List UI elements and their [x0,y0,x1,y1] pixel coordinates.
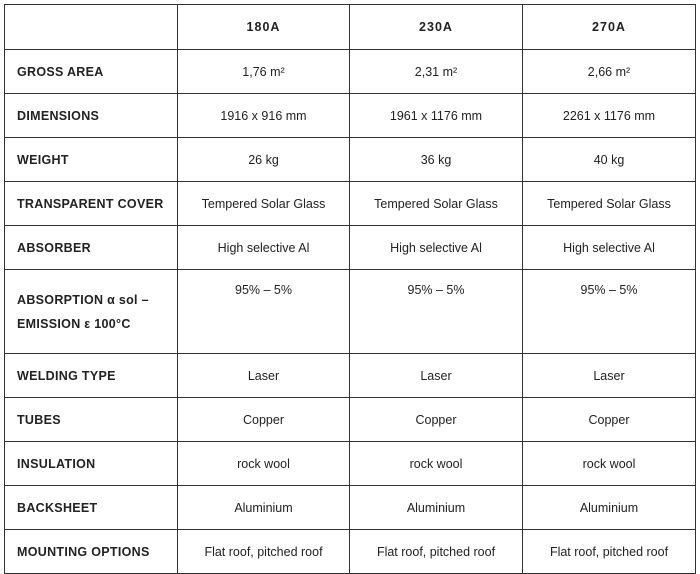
row-label-insulation: INSULATION [5,442,178,486]
row-label-tubes: TUBES [5,398,178,442]
table-cell: 36 kg [350,138,523,182]
table-cell: 95% – 5% [523,270,696,354]
table-row [5,270,696,354]
row-label-mounting-options: MOUNTING OPTIONS [5,530,178,574]
table-row [5,94,696,138]
table-cell: Copper [523,398,696,442]
table-cell: 95% – 5% [350,270,523,354]
table-cell: 1916 x 916 mm [178,94,350,138]
table-cell: Aluminium [523,486,696,530]
table-cell: 26 kg [178,138,350,182]
header-row [5,5,696,50]
table-cell: 2261 x 1176 mm [523,94,696,138]
table-row [5,530,696,574]
table-cell: Laser [350,354,523,398]
table-cell: 1961 x 1176 mm [350,94,523,138]
table-cell: Laser [178,354,350,398]
table-cell: 2,66 m² [523,50,696,94]
table-cell: 2,31 m² [350,50,523,94]
row-label-absorption-emission [5,270,178,354]
table-cell: Aluminium [350,486,523,530]
table-cell: Tempered Solar Glass [178,182,350,226]
table-cell: 40 kg [523,138,696,182]
table-cell: rock wool [523,442,696,486]
table-row [5,138,696,182]
table-cell: Aluminium [178,486,350,530]
column-header-230a: 230A [350,5,523,50]
row-label-absorber: ABSORBER [5,226,178,270]
column-header-180a: 180A [178,5,350,50]
table-cell: Copper [178,398,350,442]
row-label-welding-type: WELDING TYPE [5,354,178,398]
table-row [5,354,696,398]
table-row [5,182,696,226]
table-cell: High selective Al [523,226,696,270]
table-cell: 1,76 m² [178,50,350,94]
table-cell: Copper [350,398,523,442]
row-label-line-2: EMISSION ε 100°C [17,316,131,331]
table-cell: Flat roof, pitched roof [178,530,350,574]
table-cell: rock wool [178,442,350,486]
row-label-line-1: ABSORPTION α sol – [17,292,149,307]
table-cell: Tempered Solar Glass [523,182,696,226]
table-cell: Flat roof, pitched roof [350,530,523,574]
row-label-backsheet: BACKSHEET [5,486,178,530]
corner-cell [5,5,178,50]
table-cell: rock wool [350,442,523,486]
table-row [5,442,696,486]
table-row [5,398,696,442]
row-label-dimensions: DIMENSIONS [5,94,178,138]
table-row [5,50,696,94]
row-label-gross-area: GROSS AREA [5,50,178,94]
row-label-weight: WEIGHT [5,138,178,182]
table-cell: Tempered Solar Glass [350,182,523,226]
table-cell: Laser [523,354,696,398]
table-cell: High selective Al [178,226,350,270]
table-row [5,486,696,530]
column-header-270a: 270A [523,5,696,50]
table-row [5,226,696,270]
spec-table [4,4,696,574]
table-cell: High selective Al [350,226,523,270]
row-label-transparent-cover: TRANSPARENT COVER [5,182,178,226]
table-cell: 95% – 5% [178,270,350,354]
table-cell: Flat roof, pitched roof [523,530,696,574]
